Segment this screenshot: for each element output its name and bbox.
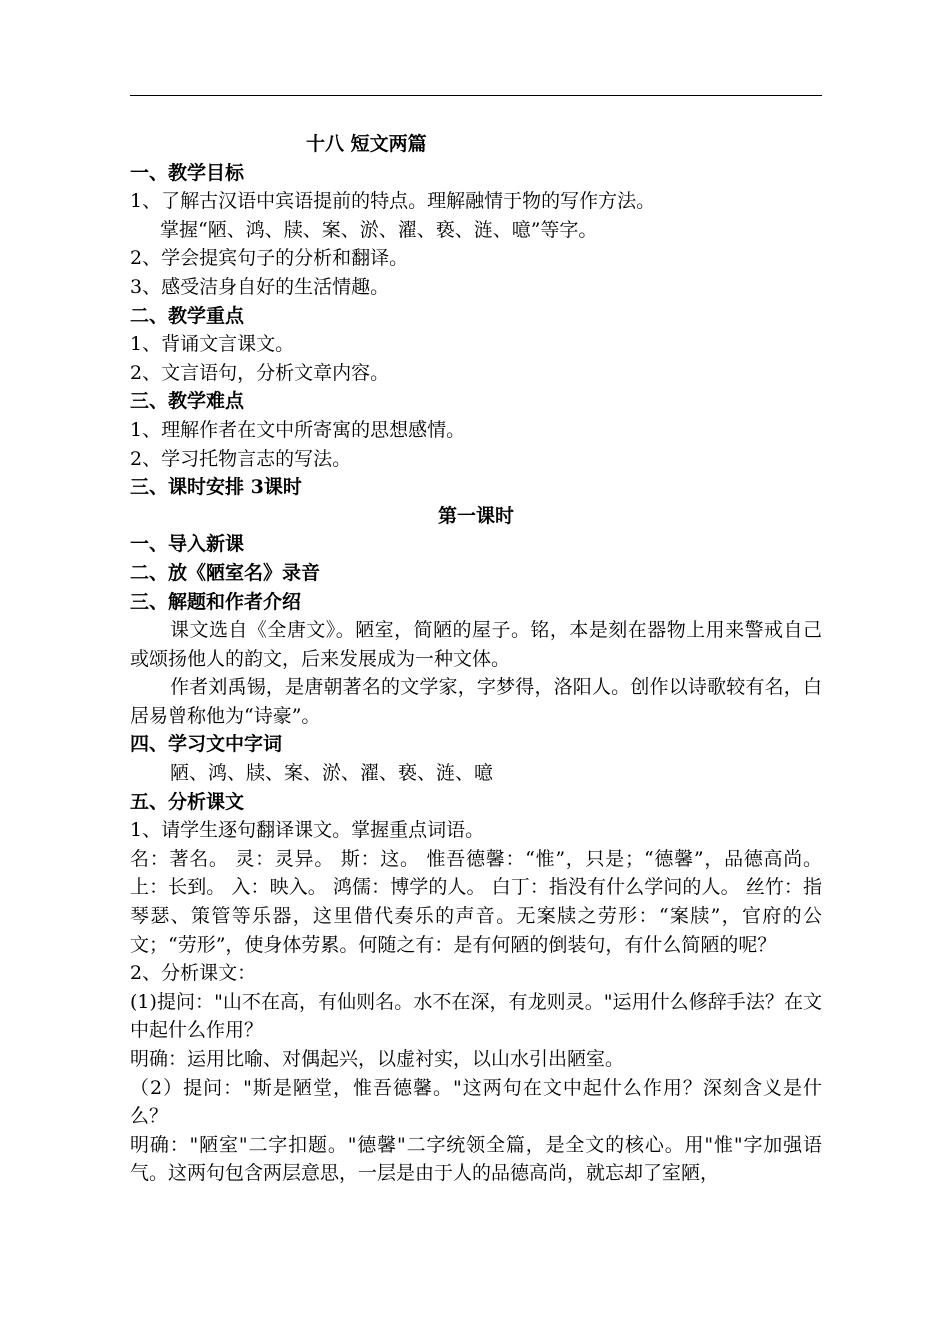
paragraph: (1)提问："山不在高，有仙则名。水不在深，有龙则灵。"运用什么修辞手法？在文中起什么作用？ [130,990,822,1042]
list-item: 1、请学生逐句翻译课文。掌握重点词语。 [130,819,485,842]
section-heading: 二、教学重点 [130,304,245,327]
section-heading: 一、教学目标 [130,161,245,184]
section-heading: 二、放《陋室名》录音 [130,561,321,584]
section-heading: 四、学习文中字词 [130,733,283,756]
doc-title: 十八 短文两篇 [306,133,427,155]
paragraph: 明确："陋室"二字扣题。"德馨"二字统领全篇，是全文的核心。用"惟"字加强语气。这两句包含两层意思，一层是由于人的品德高尚，就忘却了室陋， [130,1133,822,1185]
section-heading: 一、导入新课 [130,533,245,556]
section-heading: 三、课时安排 3课时 [130,476,302,499]
section-heading: 三、解题和作者介绍 [130,590,302,613]
list-item: 1、背诵文言课文。 [130,333,295,356]
header-rule [130,95,822,96]
list-item: 2、文言语句，分析文章内容。 [130,361,390,384]
paragraph: 课文选自《全唐文》。陋室，简陋的屋子。铭，本是刻在器物上用来警戒自己或颂扬他人的韵文，后来发展成为一种文体。 [130,619,822,670]
list-item: 1、理解作者在文中所寄寓的思想感情。 [130,418,466,441]
paragraph: 明确：运用比喻、对偶起兴，以虚衬实，以山水引出陋室。 [130,1048,625,1070]
section-heading: 三、教学难点 [130,390,245,413]
lesson-heading: 第一课时 [437,504,514,527]
paragraph: 名：著名。 灵：灵异。 斯：这。 惟吾德馨：“惟”，只是；“德馨”，品德高尚。 上：长到。 入：映入。 鸿儒：博学的人。 白丁：指没有什么学问的人。 丝竹：指琴瑟、策管等乐器，这里借代奏乐的声音。无案牍之劳形：“案牍”，官府的公文；“劳形”，使身体劳累。何随之有：是有何陋的倒装句，有什么简陋的呢？ [130,847,822,956]
section-heading: 五、分析课文 [130,790,245,813]
list-item: 2、分析课文： [130,962,257,985]
list-item: 2、学习托物言志的写法。 [130,447,352,470]
list-item: 1、了解古汉语中宾语提前的特点。理解融情于物的写作方法。 [130,190,656,213]
paragraph: 作者刘禹锡，是唐朝著名的文学家，字梦得，洛阳人。创作以诗歌较有名，白居易曾称他为“诗豪”。 [130,676,822,727]
list-item: 3、感受洁身自好的生活情趣。 [130,275,390,298]
list-item: 2、学会提宾句子的分析和翻译。 [130,247,409,270]
word-list: 陋、鸿、牍、案、淤、濯、亵、涟、噫 [170,762,494,785]
document-body [130,130,822,1188]
list-item: 掌握“陋、鸿、牍、案、淤、濯、亵、涟、噫”等字。 [160,218,598,241]
paragraph: （2）提问："斯是陋堂，惟吾德馨。"这两句在文中起什么作用？深刻含义是什么？ [130,1076,822,1128]
